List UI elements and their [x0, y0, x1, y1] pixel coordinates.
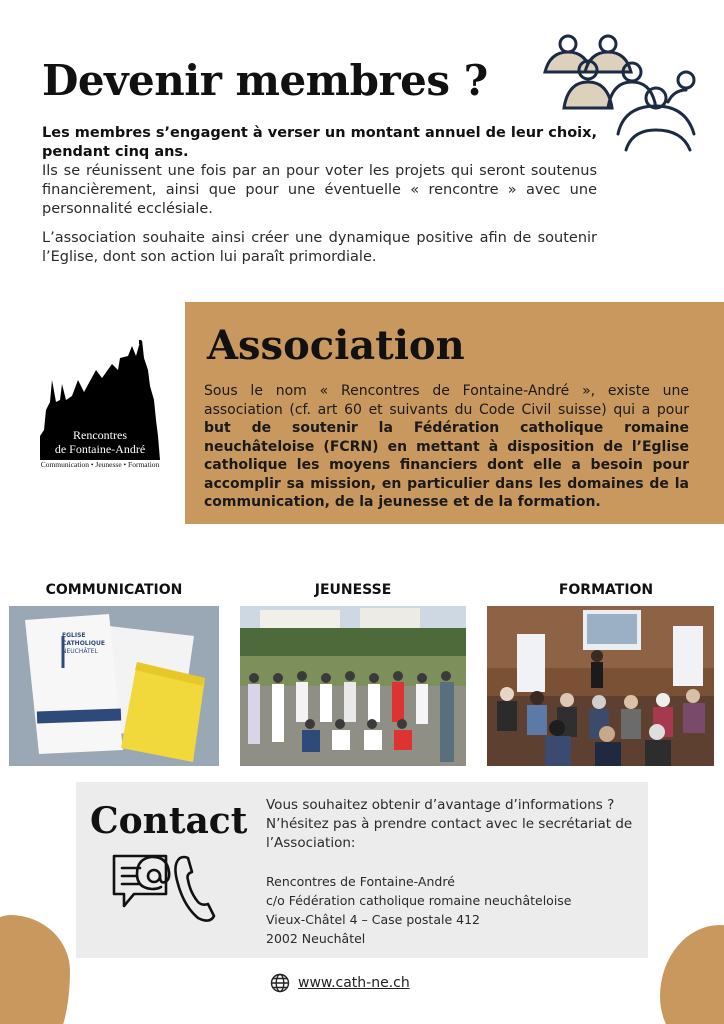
- association-text: Sous le nom « Rencontres de Fontaine-André », existe une association (cf. art 60 et suivants du Code Civil suisse) qui a pour but de soutenir la Fédération catholique romaine neuchâteloise (FCRN) en mettant à disposition de l’Eglise catholique les moyens financiers dont elle a besoin pour accomplir sa mission, en particulier dans les domaines de la communication, de la jeunesse et de la formation.: [204, 383, 689, 510]
- logo-name: Rencontres de Fontaine-André: [54, 428, 146, 456]
- intro-text: [42, 124, 597, 267]
- section-label-communication: COMMUNICATION: [45, 582, 183, 598]
- formation-photo: [487, 606, 714, 766]
- jeunesse-photo: [240, 606, 466, 766]
- contact-intro-text: Vous souhaitez obtenir d’avantage d’informations ? N’hésitez pas à prendre contact avec le secrétariat de l’Association:: [266, 797, 633, 851]
- fontaine-andre-logo: [36, 340, 164, 472]
- logo-subtitle: Communication • Jeunesse • Formation: [40, 460, 160, 469]
- contact-box: [76, 782, 648, 958]
- section-label-jeunesse: JEUNESSE: [314, 582, 392, 598]
- website-link[interactable]: www.cath-ne.ch: [298, 975, 410, 991]
- intro-paragraph-1: Ils se réunissent une fois par an pour voter les projets qui seront soutenus financièrement, ainsi que pour une éventuelle « rencontre » avec une personnalité ecclésiale.: [42, 163, 597, 217]
- intro-lead: Les membres s’engagent à verser un montant annuel de leur choix, pendant cinq ans.: [42, 125, 597, 160]
- association-box: [185, 302, 724, 524]
- website-link-row[interactable]: [270, 973, 410, 993]
- section-label-formation: FORMATION: [558, 582, 654, 598]
- decorative-blob-right: [660, 925, 724, 1024]
- decorative-blob-left: [0, 915, 70, 1024]
- booklet-cover-text: ÉGLISE CATHOLIQUE NEUCHÂTEL: [62, 632, 105, 655]
- contact-address: Rencontres de Fontaine-André c/o Fédération catholique romaine neuchâteloise Vieux-Châtel 4 – Case postale 412 2002 Neuchâtel: [266, 874, 572, 946]
- association-title: Association: [207, 322, 465, 369]
- page-title: Devenir membres ?: [42, 56, 488, 105]
- contact-email-phone-icon: [110, 848, 216, 928]
- contact-title: Contact: [90, 800, 248, 842]
- globe-icon: [270, 973, 290, 993]
- communication-photo: [9, 606, 219, 766]
- intro-paragraph-2: L’association souhaite ainsi créer une dynamique positive afin de soutenir l’Eglise, dont son action lui paraît primordiale.: [42, 230, 597, 265]
